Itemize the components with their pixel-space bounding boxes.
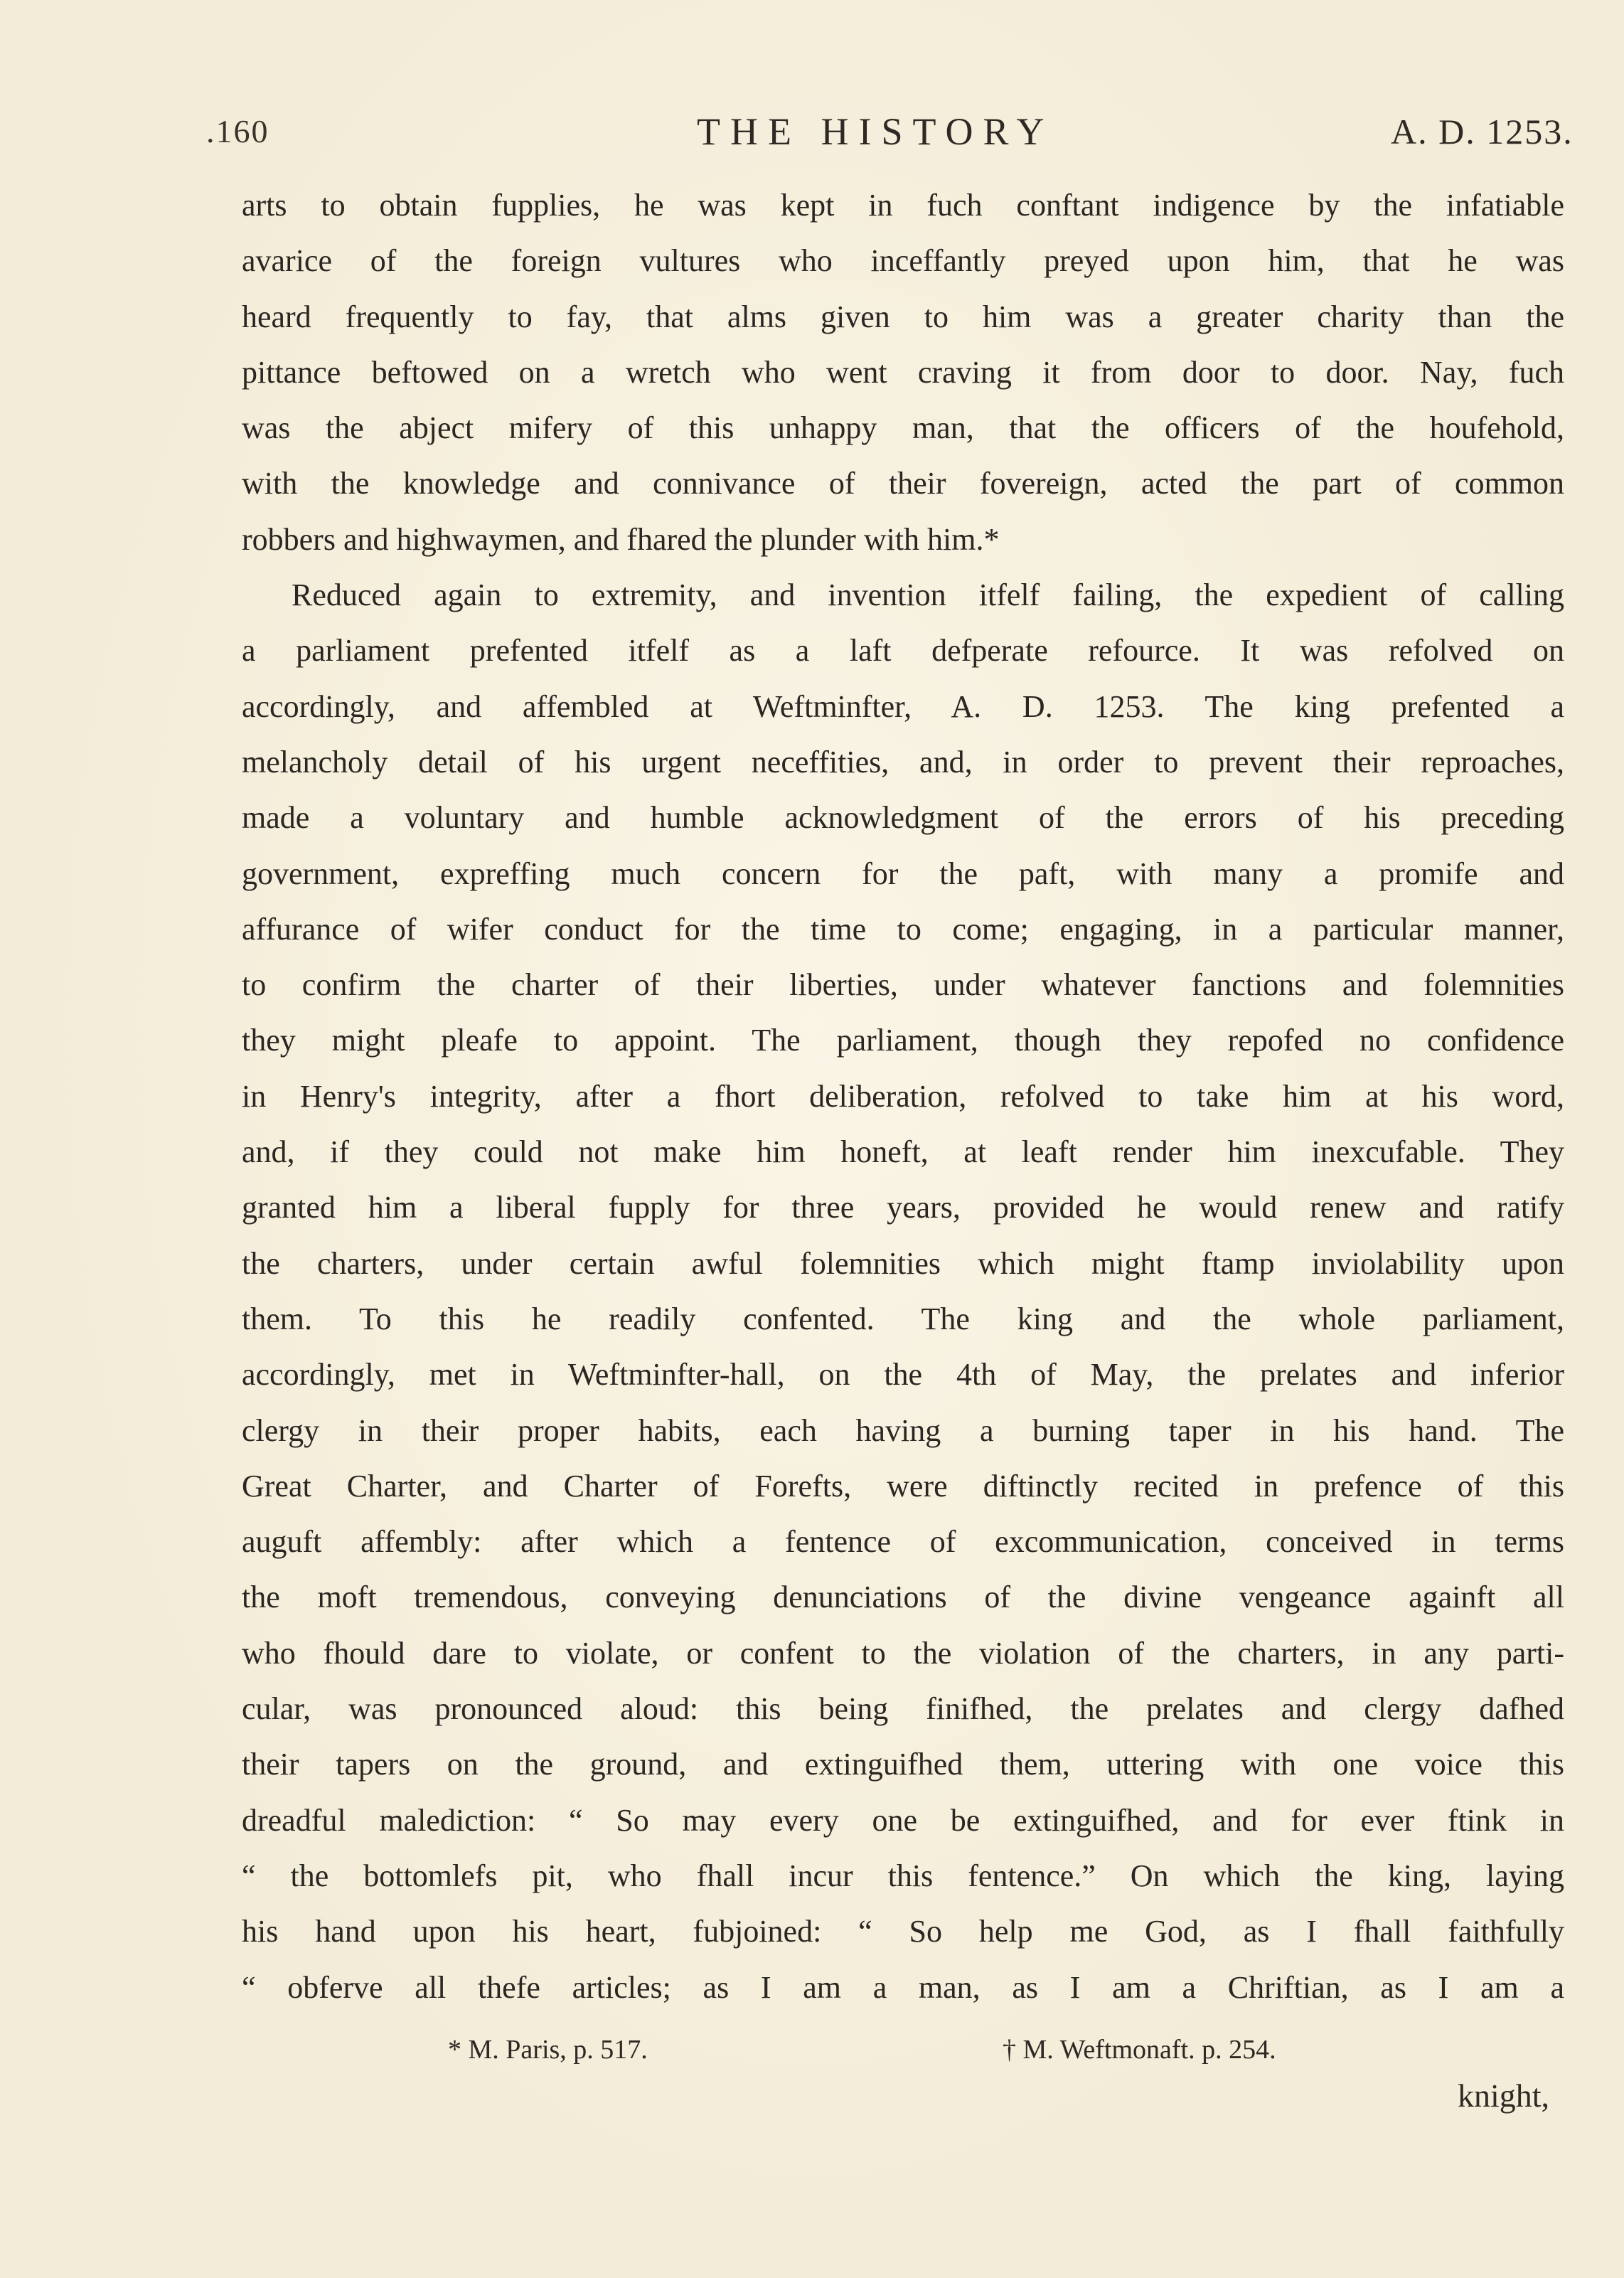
text-line: “ the bottomlefs pit, who fhall incur this fentence.” On which the king, laying: [242, 1858, 1564, 1893]
text-line: cular, was pronounced aloud: this being finifhed, the prelates and clergy dafhed: [242, 1691, 1564, 1727]
text-line: his hand upon his heart, fubjoined: “ So help me God, as I fhall faithfully: [242, 1914, 1564, 1949]
text-line: government, expreffing much concern for the paft, with many a promife and: [242, 856, 1564, 891]
text-line: auguft affembly: after which a fentence of excommunication, conceived in terms: [242, 1524, 1564, 1560]
catchword: knight,: [1458, 2077, 1550, 2114]
year-marginal: A. D. 1253.: [1391, 112, 1574, 151]
text-line: their tapers on the ground, and extinguifhed them, uttering with one voice this: [242, 1747, 1564, 1782]
text-line: clergy in their proper habits, each having a burning taper in his hand. The: [242, 1412, 1564, 1448]
text-line: arts to obtain fupplies, he was kept in fuch conftant indigence by the infatiable: [242, 188, 1564, 223]
text-line: to confirm the charter of their liberties, under whatever fanctions and folemnities: [242, 967, 1564, 1003]
text-line: affurance of wifer conduct for the time to come; engaging, in a particular manner,: [242, 911, 1564, 947]
text-line: Great Charter, and Charter of Forefts, were diftinctly recited in prefence of this: [242, 1468, 1564, 1503]
text-line: with the knowledge and connivance of their fovereign, acted the part of common: [242, 466, 1564, 501]
footnotes: [0, 2034, 1624, 2077]
text-line: made a voluntary and humble acknowledgment of the errors of his preceding: [242, 800, 1564, 836]
text-line: accordingly, met in Weftminfter-hall, on the 4th of May, the prelates and inferior: [242, 1357, 1564, 1393]
text-line: a parliament prefented itfelf as a laft defperate refource. It was refolved on: [242, 633, 1564, 669]
text-line: in Henry's integrity, after a fhort deliberation, refolved to take him at his word,: [242, 1078, 1564, 1114]
text-line: Reduced again to extremity, and invention itfelf failing, the expedient of calling: [292, 578, 1564, 613]
text-line: the moft tremendous, conveying denunciations of the divine vengeance againft all: [242, 1580, 1564, 1615]
text-line: was the abject mifery of this unhappy man, that the officers of the houfehold,: [242, 410, 1564, 446]
text-line: they might pleafe to appoint. The parliament, though they repofed no confidence: [242, 1023, 1564, 1058]
text-line: pittance beftowed on a wretch who went craving it from door to door. Nay, fuch: [242, 354, 1564, 390]
running-header: [0, 107, 1624, 156]
text-line: robbers and highwaymen, and fhared the plunder with him.*: [242, 521, 1000, 557]
footnote: * M. Paris, p. 517.: [448, 2035, 648, 2065]
running-title: THE HISTORY: [697, 110, 1054, 153]
text-line: accordingly, and affembled at Weftminfter, A. D. 1253. The king prefented a: [242, 688, 1564, 724]
text-line: who fhould dare to violate, or confent to the violation of the charters, in any parti-: [242, 1635, 1564, 1671]
text-line: granted him a liberal fupply for three years, provided he would renew and ratify: [242, 1190, 1564, 1225]
text-line: dreadful malediction: “ So may every one be extinguifhed, and for ever ftink in: [242, 1802, 1564, 1838]
text-line: melancholy detail of his urgent neceffities, and, in order to prevent their reproaches,: [242, 744, 1564, 779]
footnote: † M. Weftmonaft. p. 254.: [1003, 2035, 1276, 2065]
text-line: “ obferve all thefe articles; as I am a man, as I am a Chriftian, as I am a: [242, 1969, 1564, 2005]
text-line: them. To this he readily confented. The king and the whole parliament,: [242, 1301, 1564, 1336]
text-line: the charters, under certain awful folemnities which might ftamp inviolability upon: [242, 1245, 1564, 1281]
text-line: heard frequently to fay, that alms given to him was a greater charity than the: [242, 299, 1564, 334]
text-line: and, if they could not make him honeft, at leaft render him inexcufable. They: [242, 1134, 1564, 1170]
text-line: avarice of the foreign vultures who inceffantly preyed upon him, that he was: [242, 243, 1564, 279]
page-number: .160: [206, 113, 269, 149]
body-text: [242, 178, 1564, 2016]
